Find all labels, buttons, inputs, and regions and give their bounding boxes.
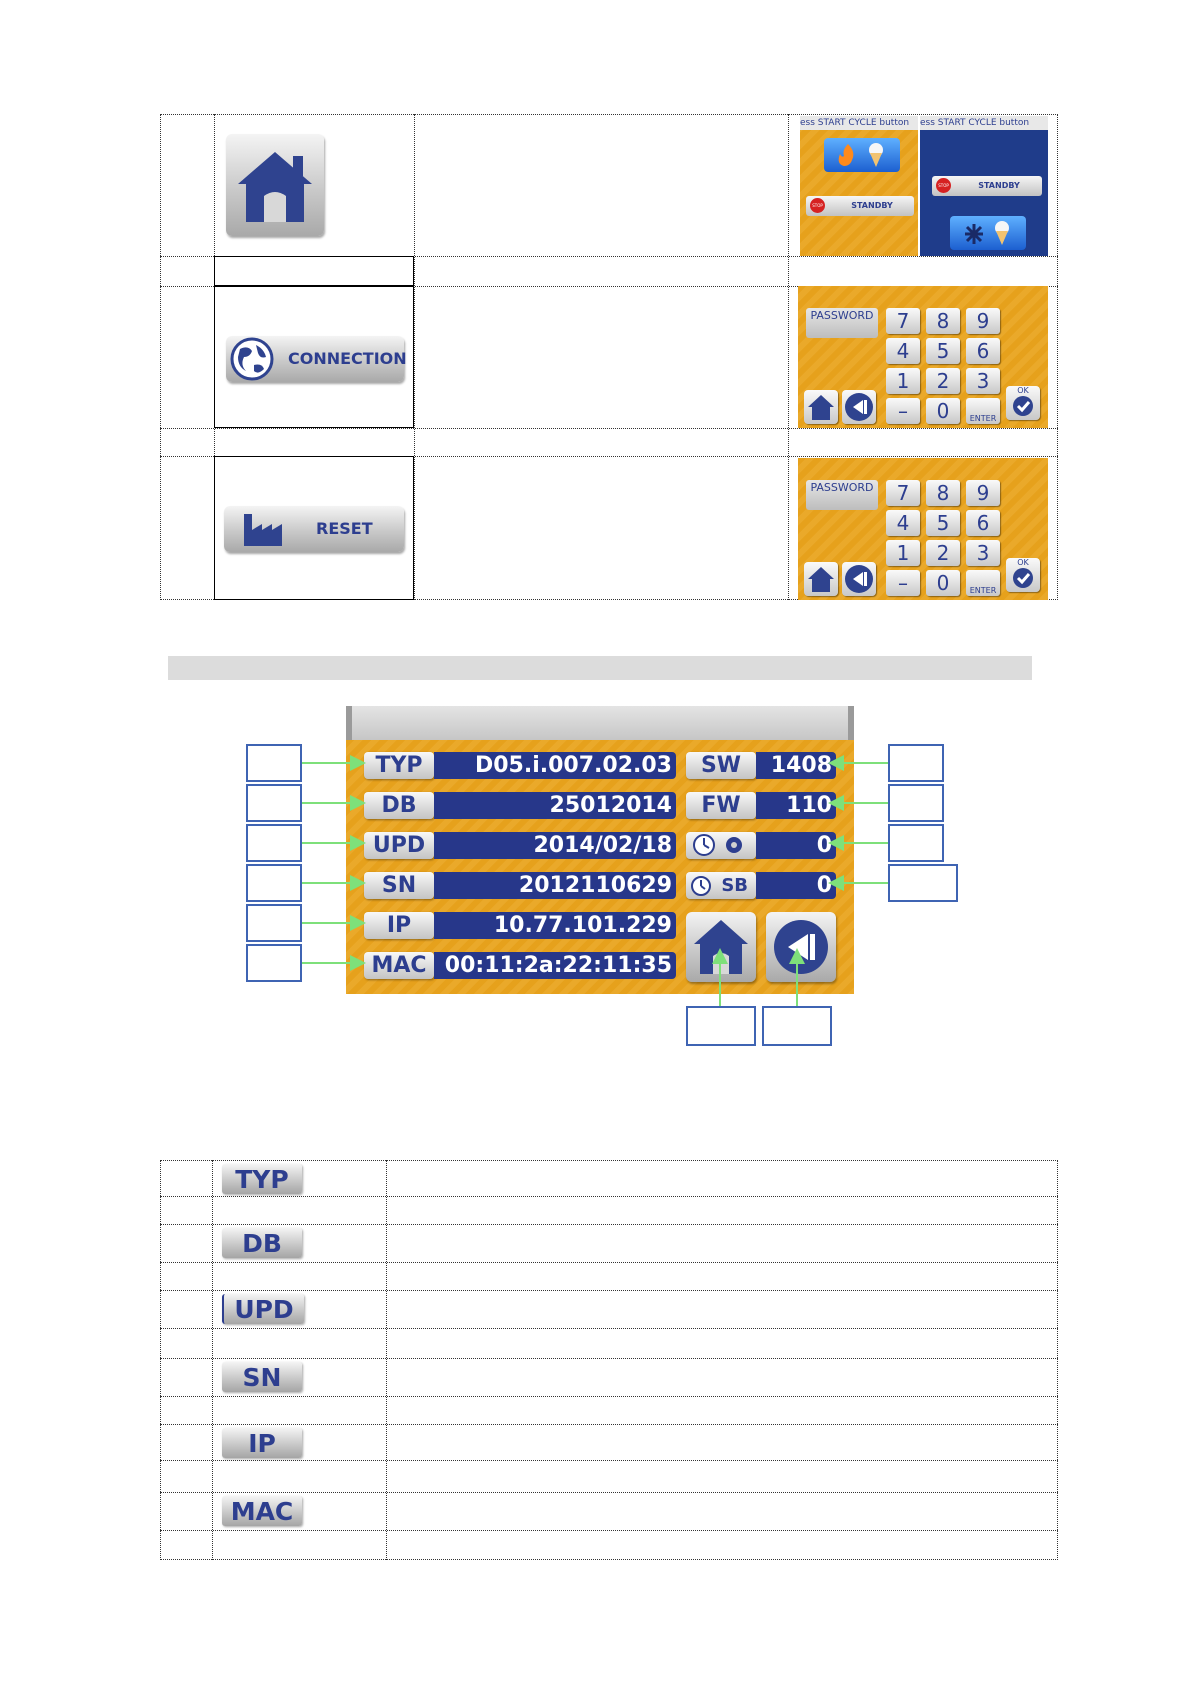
connection-label: CONNECTION: [288, 349, 407, 368]
screen-caption: ess START CYCLE button: [920, 116, 1048, 130]
key-0[interactable]: 0: [926, 398, 960, 424]
table-2-row-divider: [160, 1396, 1058, 1397]
password-field[interactable]: PASSWORD: [806, 308, 878, 338]
key-5[interactable]: 5: [926, 510, 960, 536]
typ-label: TYP: [364, 752, 434, 779]
table-2-row-divider: [160, 1328, 1058, 1329]
key-3[interactable]: 3: [966, 368, 1000, 394]
ip-label: IP: [364, 912, 434, 939]
table-2-row-divider: [160, 1290, 1058, 1291]
mac-label: MAC: [364, 952, 434, 979]
enter-label: ENTER: [969, 414, 997, 423]
sn-value: 2012110629: [434, 872, 676, 899]
password-field[interactable]: PASSWORD: [806, 480, 878, 510]
table-2-row-divider: [160, 1530, 1058, 1531]
table-2-row-divider: [160, 1196, 1058, 1197]
cycle-counter-value: 0: [756, 832, 836, 859]
table-2-row-divider: [160, 1224, 1058, 1225]
db-value: 25012014: [434, 792, 676, 819]
table-2-row-divider: [160, 1492, 1058, 1493]
sn-label: SN: [364, 872, 434, 899]
table-2-row-divider: [160, 1424, 1058, 1425]
key-7[interactable]: 7: [886, 308, 920, 334]
fw-value: 110: [756, 792, 836, 819]
key-2[interactable]: 2: [926, 368, 960, 394]
standby-label: STANDBY: [978, 181, 1020, 190]
key-minus[interactable]: –: [886, 570, 920, 596]
upd-button-sample: UPD: [222, 1294, 304, 1324]
sb-label-text: SB: [721, 875, 748, 896]
table-2-col-divider: [212, 1160, 213, 1560]
enter-label: ENTER: [969, 586, 997, 595]
mac-button-sample: MAC: [222, 1496, 302, 1526]
ip-button-sample: IP: [222, 1428, 302, 1458]
key-minus[interactable]: –: [886, 398, 920, 424]
key-6[interactable]: 6: [966, 338, 1000, 364]
table-2-row-divider: [160, 1358, 1058, 1359]
key-8[interactable]: 8: [926, 480, 960, 506]
db-label: DB: [364, 792, 434, 819]
typ-value: D05.i.007.02.03: [434, 752, 676, 779]
mac-value: 00:11:2a:22:11:35: [434, 952, 676, 979]
ok-label: OK: [1017, 558, 1029, 567]
standby-label: STANDBY: [851, 201, 893, 210]
screen-caption: ess START CYCLE button: [800, 116, 918, 130]
key-9[interactable]: 9: [966, 480, 1000, 506]
key-3[interactable]: 3: [966, 540, 1000, 566]
ok-label: OK: [1017, 386, 1029, 395]
key-2[interactable]: 2: [926, 540, 960, 566]
key-1[interactable]: 1: [886, 368, 920, 394]
stop-icon: STOP: [936, 178, 951, 193]
key-5[interactable]: 5: [926, 338, 960, 364]
reset-label: RESET: [316, 519, 373, 538]
key-7[interactable]: 7: [886, 480, 920, 506]
db-button-sample: DB: [222, 1228, 302, 1258]
sw-value: 1408: [756, 752, 836, 779]
fw-label: FW: [686, 792, 756, 819]
sw-label: SW: [686, 752, 756, 779]
key-0[interactable]: 0: [926, 570, 960, 596]
upd-label: UPD: [364, 832, 434, 859]
key-9[interactable]: 9: [966, 308, 1000, 334]
upd-value: 2014/02/18: [434, 832, 676, 859]
typ-button-sample: TYP: [222, 1164, 302, 1194]
key-4[interactable]: 4: [886, 338, 920, 364]
sn-button-sample: SN: [222, 1362, 302, 1392]
table-2-col-divider: [386, 1160, 387, 1560]
key-6[interactable]: 6: [966, 510, 1000, 536]
sb-value: 0: [756, 872, 836, 899]
table-2-row-divider: [160, 1460, 1058, 1461]
ip-value: 10.77.101.229: [434, 912, 676, 939]
key-4[interactable]: 4: [886, 510, 920, 536]
key-1[interactable]: 1: [886, 540, 920, 566]
table-2-row-divider: [160, 1262, 1058, 1263]
key-8[interactable]: 8: [926, 308, 960, 334]
stop-icon: STOP: [810, 198, 825, 213]
